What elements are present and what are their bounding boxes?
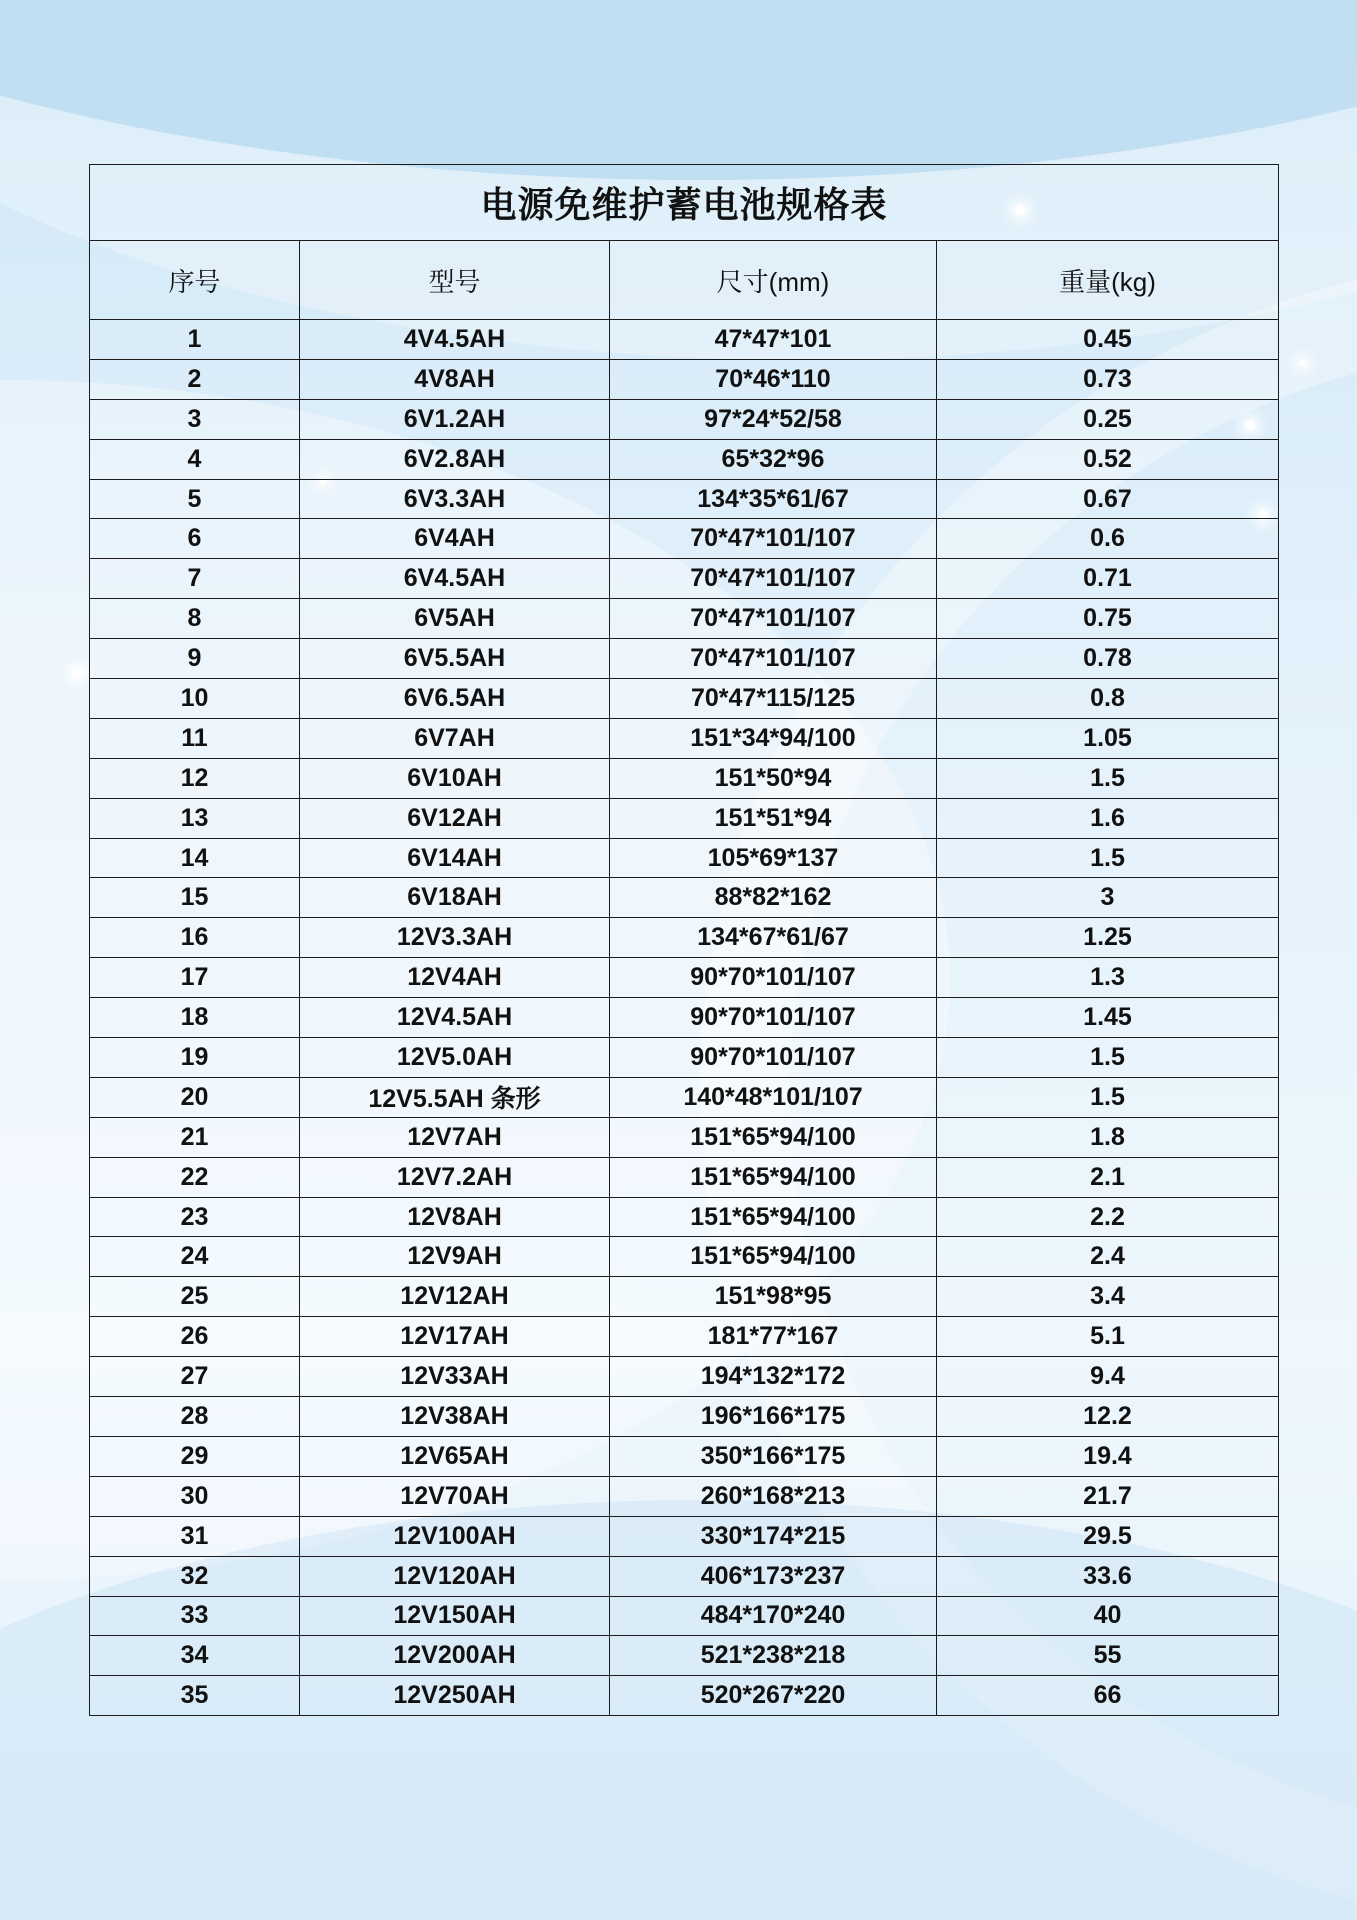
cell-weight: 0.75 xyxy=(937,599,1279,639)
cell-size: 260*168*213 xyxy=(610,1476,937,1516)
cell-model: 12V17AH xyxy=(300,1317,610,1357)
cell-model: 12V200AH xyxy=(300,1636,610,1676)
cell-weight: 12.2 xyxy=(937,1397,1279,1437)
cell-weight: 3.4 xyxy=(937,1277,1279,1317)
table-row xyxy=(90,1516,1279,1556)
cell-model: 12V38AH xyxy=(300,1397,610,1437)
table-row xyxy=(90,1237,1279,1277)
cell-size: 97*24*52/58 xyxy=(610,399,937,439)
cell-size: 194*132*172 xyxy=(610,1357,937,1397)
cell-size: 151*51*94 xyxy=(610,798,937,838)
cell-weight: 40 xyxy=(937,1596,1279,1636)
cell-weight: 1.45 xyxy=(937,998,1279,1038)
table-row xyxy=(90,1436,1279,1476)
cell-index: 23 xyxy=(90,1197,300,1237)
cell-index: 2 xyxy=(90,359,300,399)
cell-model: 12V70AH xyxy=(300,1476,610,1516)
cell-index: 3 xyxy=(90,399,300,439)
column-header-model: 型号 xyxy=(300,241,610,320)
cell-size: 90*70*101/107 xyxy=(610,958,937,998)
cell-model: 12V3.3AH xyxy=(300,918,610,958)
table-row xyxy=(90,1596,1279,1636)
cell-index: 30 xyxy=(90,1476,300,1516)
table-row xyxy=(90,1157,1279,1197)
cell-weight: 1.05 xyxy=(937,718,1279,758)
cell-weight: 0.6 xyxy=(937,519,1279,559)
cell-weight: 19.4 xyxy=(937,1436,1279,1476)
cell-weight: 1.3 xyxy=(937,958,1279,998)
cell-index: 11 xyxy=(90,718,300,758)
cell-model: 12V12AH xyxy=(300,1277,610,1317)
cell-model: 12V7AH xyxy=(300,1117,610,1157)
cell-model: 6V14AH xyxy=(300,838,610,878)
cell-index: 1 xyxy=(90,320,300,360)
cell-size: 151*65*94/100 xyxy=(610,1157,937,1197)
cell-size: 90*70*101/107 xyxy=(610,998,937,1038)
cell-model: 6V2.8AH xyxy=(300,439,610,479)
cell-size: 70*47*101/107 xyxy=(610,559,937,599)
cell-index: 7 xyxy=(90,559,300,599)
table-row xyxy=(90,519,1279,559)
cell-model: 6V4.5AH xyxy=(300,559,610,599)
cell-index: 15 xyxy=(90,878,300,918)
cell-size: 70*47*115/125 xyxy=(610,679,937,719)
cell-model: 4V4.5AH xyxy=(300,320,610,360)
cell-index: 12 xyxy=(90,758,300,798)
table-row xyxy=(90,958,1279,998)
table-row xyxy=(90,1676,1279,1716)
table-row xyxy=(90,1357,1279,1397)
cell-weight: 0.45 xyxy=(937,320,1279,360)
cell-size: 47*47*101 xyxy=(610,320,937,360)
table-row xyxy=(90,1636,1279,1676)
cell-index: 17 xyxy=(90,958,300,998)
cell-size: 484*170*240 xyxy=(610,1596,937,1636)
cell-index: 33 xyxy=(90,1596,300,1636)
cell-weight: 3 xyxy=(937,878,1279,918)
cell-model: 6V18AH xyxy=(300,878,610,918)
cell-model: 6V5AH xyxy=(300,599,610,639)
cell-weight: 29.5 xyxy=(937,1516,1279,1556)
table-row xyxy=(90,679,1279,719)
table-row xyxy=(90,1038,1279,1078)
cell-weight: 1.6 xyxy=(937,798,1279,838)
cell-index: 20 xyxy=(90,1077,300,1117)
column-header-weight: 重量(kg) xyxy=(937,241,1279,320)
cell-index: 19 xyxy=(90,1038,300,1078)
cell-model: 12V7.2AH xyxy=(300,1157,610,1197)
table-row xyxy=(90,439,1279,479)
cell-model: 6V10AH xyxy=(300,758,610,798)
cell-model: 6V12AH xyxy=(300,798,610,838)
column-header-size: 尺寸(mm) xyxy=(610,241,937,320)
cell-index: 27 xyxy=(90,1357,300,1397)
cell-size: 105*69*137 xyxy=(610,838,937,878)
table-row xyxy=(90,1317,1279,1357)
cell-size: 350*166*175 xyxy=(610,1436,937,1476)
table-row xyxy=(90,1556,1279,1596)
cell-size: 88*82*162 xyxy=(610,878,937,918)
cell-weight: 0.73 xyxy=(937,359,1279,399)
cell-size: 521*238*218 xyxy=(610,1636,937,1676)
cell-model: 4V8AH xyxy=(300,359,610,399)
cell-index: 16 xyxy=(90,918,300,958)
cell-weight: 1.5 xyxy=(937,1077,1279,1117)
table-row xyxy=(90,399,1279,439)
cell-model: 12V65AH xyxy=(300,1436,610,1476)
cell-model: 6V4AH xyxy=(300,519,610,559)
cell-index: 28 xyxy=(90,1397,300,1437)
cell-index: 4 xyxy=(90,439,300,479)
cell-size: 70*46*110 xyxy=(610,359,937,399)
cell-model: 12V8AH xyxy=(300,1197,610,1237)
cell-index: 24 xyxy=(90,1237,300,1277)
cell-index: 14 xyxy=(90,838,300,878)
cell-size: 134*35*61/67 xyxy=(610,479,937,519)
cell-model: 12V9AH xyxy=(300,1237,610,1277)
cell-weight: 0.8 xyxy=(937,679,1279,719)
table-body xyxy=(90,320,1279,1716)
table-row xyxy=(90,1277,1279,1317)
table-row xyxy=(90,359,1279,399)
cell-model: 12V250AH xyxy=(300,1676,610,1716)
cell-index: 5 xyxy=(90,479,300,519)
cell-size: 151*34*94/100 xyxy=(610,718,937,758)
table-title: 电源免维护蓄电池规格表 xyxy=(90,165,1279,241)
cell-index: 29 xyxy=(90,1436,300,1476)
cell-index: 18 xyxy=(90,998,300,1038)
cell-size: 151*50*94 xyxy=(610,758,937,798)
cell-size: 134*67*61/67 xyxy=(610,918,937,958)
table-row xyxy=(90,838,1279,878)
table-row xyxy=(90,798,1279,838)
cell-model: 6V5.5AH xyxy=(300,639,610,679)
cell-weight: 5.1 xyxy=(937,1317,1279,1357)
cell-weight: 1.5 xyxy=(937,758,1279,798)
cell-model: 6V3.3AH xyxy=(300,479,610,519)
cell-index: 8 xyxy=(90,599,300,639)
cell-model: 6V6.5AH xyxy=(300,679,610,719)
cell-size: 151*65*94/100 xyxy=(610,1237,937,1277)
cell-index: 25 xyxy=(90,1277,300,1317)
table-header-row xyxy=(90,241,1279,320)
cell-weight: 21.7 xyxy=(937,1476,1279,1516)
cell-model: 12V5.5AH 条形 xyxy=(300,1077,610,1117)
cell-weight: 1.5 xyxy=(937,838,1279,878)
cell-model: 12V4AH xyxy=(300,958,610,998)
cell-size: 70*47*101/107 xyxy=(610,599,937,639)
cell-size: 330*174*215 xyxy=(610,1516,937,1556)
cell-index: 21 xyxy=(90,1117,300,1157)
cell-size: 70*47*101/107 xyxy=(610,639,937,679)
cell-weight: 0.78 xyxy=(937,639,1279,679)
cell-size: 70*47*101/107 xyxy=(610,519,937,559)
cell-weight: 0.52 xyxy=(937,439,1279,479)
battery-spec-table xyxy=(89,164,1279,1716)
table-row xyxy=(90,479,1279,519)
cell-size: 151*98*95 xyxy=(610,1277,937,1317)
cell-weight: 1.25 xyxy=(937,918,1279,958)
table-row xyxy=(90,1397,1279,1437)
cell-size: 151*65*94/100 xyxy=(610,1197,937,1237)
table-row xyxy=(90,1476,1279,1516)
table-row xyxy=(90,998,1279,1038)
cell-weight: 0.67 xyxy=(937,479,1279,519)
table-row xyxy=(90,599,1279,639)
cell-model: 6V1.2AH xyxy=(300,399,610,439)
cell-size: 151*65*94/100 xyxy=(610,1117,937,1157)
cell-weight: 2.1 xyxy=(937,1157,1279,1197)
table-row xyxy=(90,320,1279,360)
cell-index: 6 xyxy=(90,519,300,559)
table-row xyxy=(90,918,1279,958)
table-row xyxy=(90,758,1279,798)
cell-weight: 55 xyxy=(937,1636,1279,1676)
cell-weight: 9.4 xyxy=(937,1357,1279,1397)
table-row xyxy=(90,1197,1279,1237)
cell-weight: 2.2 xyxy=(937,1197,1279,1237)
cell-model: 12V120AH xyxy=(300,1556,610,1596)
cell-weight: 2.4 xyxy=(937,1237,1279,1277)
table-row xyxy=(90,1077,1279,1117)
cell-weight: 1.8 xyxy=(937,1117,1279,1157)
cell-index: 9 xyxy=(90,639,300,679)
cell-index: 34 xyxy=(90,1636,300,1676)
table-row xyxy=(90,1117,1279,1157)
cell-size: 196*166*175 xyxy=(610,1397,937,1437)
cell-weight: 1.5 xyxy=(937,1038,1279,1078)
background-swoosh xyxy=(0,0,1357,180)
column-header-index: 序号 xyxy=(90,241,300,320)
cell-size: 520*267*220 xyxy=(610,1676,937,1716)
cell-model: 6V7AH xyxy=(300,718,610,758)
cell-index: 31 xyxy=(90,1516,300,1556)
cell-index: 13 xyxy=(90,798,300,838)
cell-weight: 0.71 xyxy=(937,559,1279,599)
table-row xyxy=(90,878,1279,918)
cell-index: 10 xyxy=(90,679,300,719)
table-row xyxy=(90,639,1279,679)
cell-weight: 0.25 xyxy=(937,399,1279,439)
cell-model: 12V100AH xyxy=(300,1516,610,1556)
cell-size: 140*48*101/107 xyxy=(610,1077,937,1117)
cell-size: 181*77*167 xyxy=(610,1317,937,1357)
cell-size: 90*70*101/107 xyxy=(610,1038,937,1078)
cell-size: 406*173*237 xyxy=(610,1556,937,1596)
cell-index: 35 xyxy=(90,1676,300,1716)
sparkle-icon xyxy=(72,668,82,678)
cell-model: 12V33AH xyxy=(300,1357,610,1397)
cell-weight: 66 xyxy=(937,1676,1279,1716)
sparkle-icon xyxy=(1300,360,1306,366)
cell-size: 65*32*96 xyxy=(610,439,937,479)
table-row xyxy=(90,559,1279,599)
cell-model: 12V150AH xyxy=(300,1596,610,1636)
table-row xyxy=(90,718,1279,758)
cell-index: 26 xyxy=(90,1317,300,1357)
cell-index: 32 xyxy=(90,1556,300,1596)
cell-weight: 33.6 xyxy=(937,1556,1279,1596)
cell-model: 12V4.5AH xyxy=(300,998,610,1038)
cell-model: 12V5.0AH xyxy=(300,1038,610,1078)
cell-index: 22 xyxy=(90,1157,300,1197)
